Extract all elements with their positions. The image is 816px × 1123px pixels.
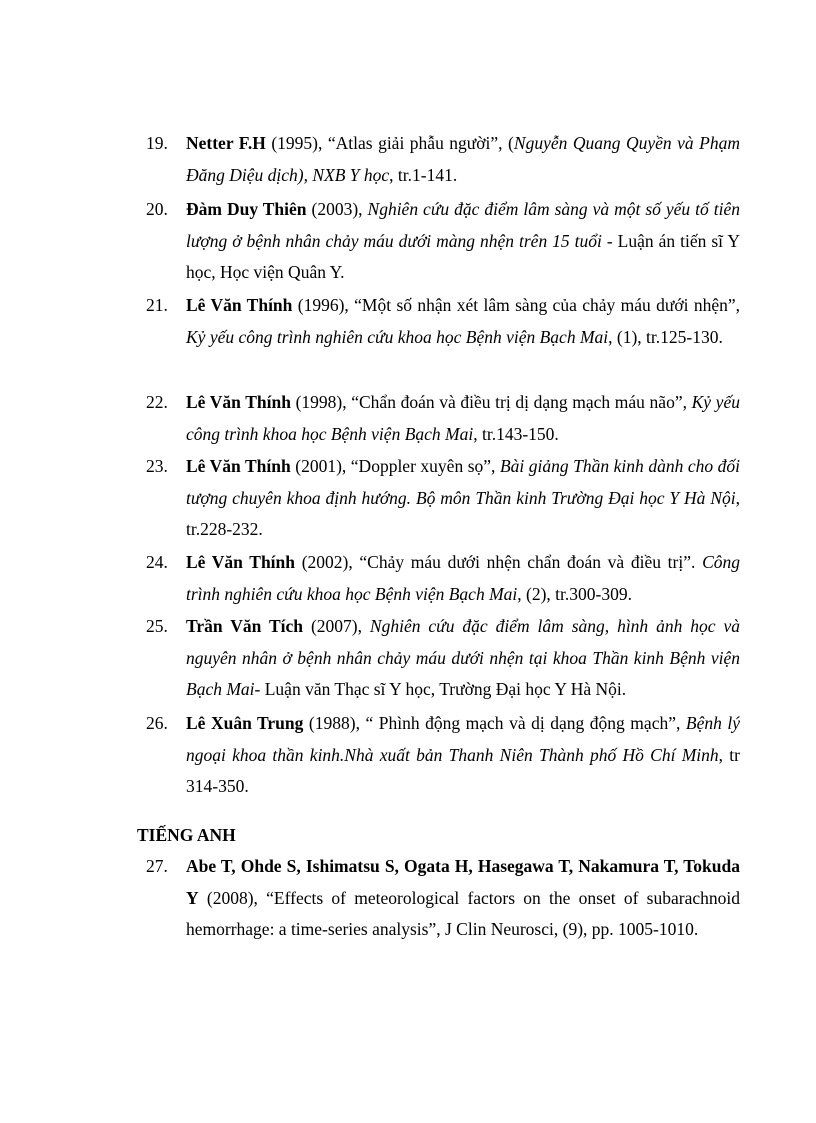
reference-24	[146, 547, 740, 610]
reference-authors: Lê Văn Thính	[186, 295, 293, 315]
reference-year: (2001), “Doppler xuyên sọ”,	[290, 456, 500, 476]
reference-text	[186, 547, 740, 610]
reference-source: Nghiên cứu đặc điểm lâm sàng và một số yếu tố tiên lượng ở bệnh nhân chảy máu dưới màng nhện trên 15 tuổi	[186, 199, 740, 251]
reference-year: (1995), “Atlas giải phẫu người”, (	[265, 133, 514, 153]
reference-authors: Netter F.H	[186, 133, 266, 153]
reference-authors: Lê Văn Thính	[186, 456, 291, 476]
reference-number: 25.	[146, 616, 168, 636]
reference-pages: , tr.1-141.	[389, 164, 458, 185]
reference-number: 22.	[146, 392, 168, 412]
reference-pages: - Luận án tiến sĩ Y học, Học viện Quân Y.	[186, 230, 740, 282]
reference-source: Nguyễn Quang Quyền và Phạm Đăng Diệu dịch), NXB Y học	[186, 133, 740, 185]
reference-authors: Abe T, Ohde S, Ishimatsu S, Ogata H, Hasegawa T, Nakamura T, Tokuda Y	[186, 856, 740, 908]
reference-number: 26.	[146, 713, 168, 733]
reference-year: (2002), “Chảy máu dưới nhện chẩn đoán và điều trị”.	[295, 552, 703, 572]
reference-pages: - Luận văn Thạc sĩ Y học, Trường Đại học Y Hà Nội.	[254, 679, 627, 699]
reference-pages: , tr 314-350.	[186, 744, 740, 796]
reference-authors: Lê Xuân Trung	[186, 713, 304, 733]
reference-year: (2008), “Effects of meteorological factors on the onset of subarachnoid hemorrhage: a time-series analysis”, J Clin Neurosci, (9), pp. 1005-1010.	[186, 887, 740, 939]
reference-source: Công trình nghiên cứu khoa học Bệnh viện Bạch Mai	[186, 552, 740, 604]
reference-number: 27.	[146, 856, 168, 876]
reference-text	[186, 194, 740, 289]
reference-year: (2007),	[303, 616, 370, 636]
section-heading-english: TIẾNG ANH	[137, 825, 236, 845]
reference-pages: , (1), tr.125-130.	[608, 326, 723, 347]
reference-text	[186, 290, 740, 353]
reference-source: Bệnh lý ngoại khoa thần kinh.Nhà xuất bản Thanh Niên Thành phố Hồ Chí Minh	[186, 713, 740, 765]
reference-text	[186, 851, 740, 946]
reference-text	[186, 128, 740, 191]
reference-number: 19.	[146, 133, 168, 153]
reference-number: 23.	[146, 456, 168, 476]
reference-20	[146, 194, 740, 289]
reference-authors: Đàm Duy Thiên	[186, 199, 307, 219]
reference-21	[146, 290, 740, 353]
reference-source: Bài giảng Thần kinh dành cho đối tượng chuyên khoa định hướng. Bộ môn Thần kinh Trường Đại học Y Hà Nội	[186, 456, 740, 508]
reference-22	[146, 387, 740, 450]
reference-source: Kỷ yếu công trình khoa học Bệnh viện Bạch Mai	[186, 392, 740, 444]
reference-authors: Trần Văn Tích	[186, 616, 304, 636]
reference-source: Nghiên cứu đặc điểm lâm sàng, hình ảnh học và nguyên nhân ở bệnh nhân chảy máu dưới nhện tại khoa Thần kinh Bệnh viện Bạch Mai	[186, 616, 740, 699]
reference-authors: Lê Văn Thính	[186, 552, 296, 572]
reference-pages: , tr.143-150.	[473, 423, 559, 444]
reference-number: 21.	[146, 295, 168, 315]
reference-23	[146, 451, 740, 546]
reference-pages: , tr.228-232.	[186, 487, 740, 539]
reference-text	[186, 451, 740, 546]
reference-26	[146, 708, 740, 803]
reference-year: (1996), “Một số nhận xét lâm sàng của chảy máu dưới nhện”,	[292, 295, 740, 315]
reference-text	[186, 611, 740, 706]
reference-text	[186, 708, 740, 803]
reference-number: 24.	[146, 552, 168, 572]
reference-27	[146, 851, 740, 946]
reference-number: 20.	[146, 199, 168, 219]
reference-25	[146, 611, 740, 706]
reference-19	[146, 128, 740, 191]
reference-year: (2003),	[306, 199, 368, 219]
reference-pages: , (2), tr.300-309.	[517, 583, 632, 604]
reference-authors: Lê Văn Thính	[186, 392, 291, 412]
reference-year: (1998), “Chẩn đoán và điều trị dị dạng mạch máu não”,	[290, 392, 692, 412]
reference-text	[186, 387, 740, 450]
reference-source: Kỷ yếu công trình nghiên cứu khoa học Bệnh viện Bạch Mai	[186, 326, 609, 347]
reference-year: (1988), “ Phình động mạch và dị dạng động mạch”,	[303, 713, 686, 733]
